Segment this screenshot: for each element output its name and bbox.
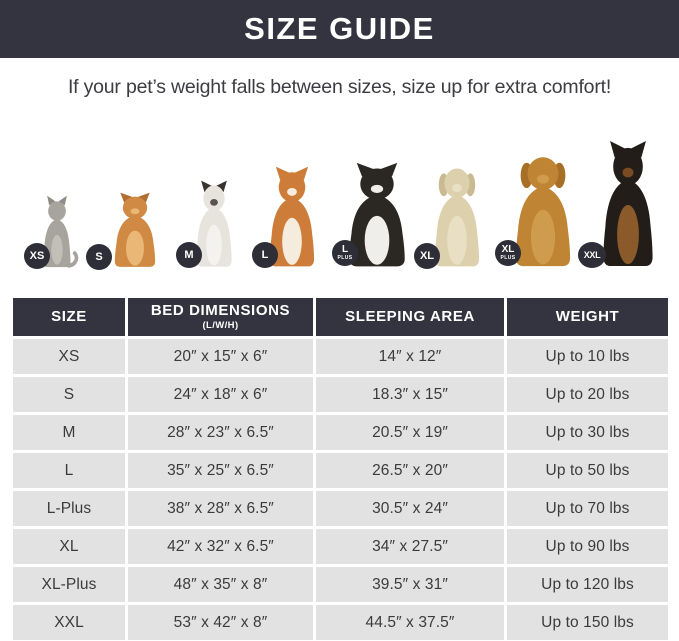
bed-dimensions-cell: 20″ x 15″ x 6″ <box>128 339 313 374</box>
sleeping-area-cell: 18.3″ x 15″ <box>316 377 504 412</box>
sleeping-area-cell: 26.5″ x 20″ <box>316 453 504 488</box>
badge-label: XS <box>29 249 45 262</box>
size-cell: XXL <box>13 605 125 640</box>
size-badge-l-plus <box>332 240 358 266</box>
size-badge-m <box>176 242 202 268</box>
badge-label: XL <box>501 244 515 255</box>
bed-dimensions-cell: 28″ x 23″ x 6.5″ <box>128 415 313 450</box>
size-badge-xs <box>24 243 50 269</box>
size-table <box>13 298 668 640</box>
page-title: SIZE GUIDE <box>244 11 435 46</box>
sleeping-area-cell: 20.5″ x 19″ <box>316 415 504 450</box>
badge-label: S <box>95 250 103 263</box>
badge-label: M <box>184 248 194 261</box>
badge-sublabel: PLUS <box>337 255 353 261</box>
weight-cell: Up to 10 lbs <box>507 339 668 374</box>
header-weight-label: WEIGHT <box>555 307 620 325</box>
bed-dimensions-cell: 35″ x 25″ x 6.5″ <box>128 453 313 488</box>
sleeping-area-cell: 30.5″ x 24″ <box>316 491 504 526</box>
header-size <box>13 298 125 336</box>
size-cell: L-Plus <box>13 491 125 526</box>
header-size-label: SIZE <box>51 307 87 325</box>
badge-label: XL <box>419 249 435 262</box>
pet-size-lineup <box>0 120 679 290</box>
header-sleeping-label: SLEEPING AREA <box>345 307 475 325</box>
badge-sublabel: PLUS <box>500 255 516 261</box>
pomeranian-illustration <box>103 192 167 268</box>
badge-label: L <box>341 244 349 255</box>
size-badge-xl <box>414 243 440 269</box>
pomeranian-icon <box>103 192 167 268</box>
sleeping-area-cell: 44.5″ x 37.5″ <box>316 605 504 640</box>
size-cell: XS <box>13 339 125 374</box>
bed-dimensions-cell: 48″ x 35″ x 8″ <box>128 567 313 602</box>
size-cell: M <box>13 415 125 450</box>
badge-label: L <box>261 248 269 261</box>
header-bed-label: BED DIMENSIONS <box>150 302 291 320</box>
sleeping-area-cell: 39.5″ x 31″ <box>316 567 504 602</box>
weight-cell: Up to 90 lbs <box>507 529 668 564</box>
weight-cell: Up to 30 lbs <box>507 415 668 450</box>
size-cell: XL <box>13 529 125 564</box>
size-cell: S <box>13 377 125 412</box>
header-sleeping-area <box>316 298 504 336</box>
size-badge-xxl <box>578 242 606 268</box>
weight-cell: Up to 120 lbs <box>507 567 668 602</box>
header-weight <box>507 298 668 336</box>
table-header-row <box>13 298 668 336</box>
size-badge-l <box>252 242 278 268</box>
weight-cell: Up to 50 lbs <box>507 453 668 488</box>
bed-dimensions-cell: 53″ x 42″ x 8″ <box>128 605 313 640</box>
size-cell: XL-Plus <box>13 567 125 602</box>
weight-cell: Up to 150 lbs <box>507 605 668 640</box>
header-bed-dimensions <box>128 298 313 336</box>
badge-label: XXL <box>583 249 601 260</box>
bed-dimensions-cell: 24″ x 18″ x 6″ <box>128 377 313 412</box>
subtitle-text: If your pet’s weight falls between sizes, size up for extra comfort! <box>67 76 612 98</box>
size-badge-s <box>86 244 112 270</box>
table-body <box>13 339 668 640</box>
weight-cell: Up to 70 lbs <box>507 491 668 526</box>
header-bar <box>0 0 679 58</box>
bed-dimensions-cell: 38″ x 28″ x 6.5″ <box>128 491 313 526</box>
weight-cell: Up to 20 lbs <box>507 377 668 412</box>
size-badge-xl-plus <box>495 240 521 266</box>
sleeping-area-cell: 34″ x 27.5″ <box>316 529 504 564</box>
header-bed-sublabel: (L/W/H) <box>202 319 239 331</box>
bed-dimensions-cell: 42″ x 32″ x 6.5″ <box>128 529 313 564</box>
size-cell: L <box>13 453 125 488</box>
sleeping-area-cell: 14″ x 12″ <box>316 339 504 374</box>
